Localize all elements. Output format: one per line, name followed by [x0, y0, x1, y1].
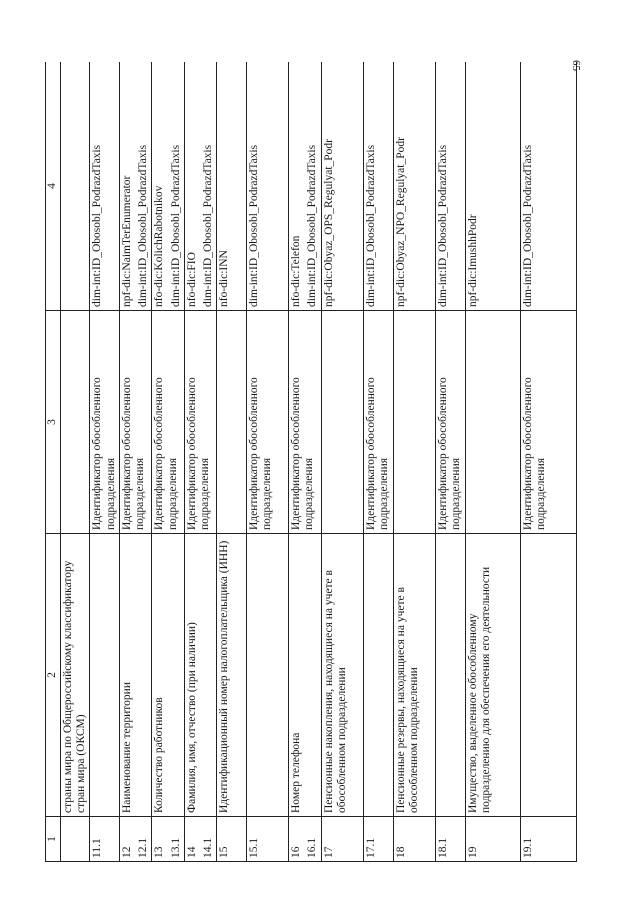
- row-name: [247, 534, 289, 817]
- row-dimension: [321, 311, 363, 534]
- row-code: dim-int:ID_Obosobl_PodrazdTaxis: [306, 144, 319, 307]
- row-code: npf-dic:NaimTerEnumerator: [120, 175, 133, 307]
- header-col1: 1: [46, 817, 61, 862]
- row-code: nfo-dic:INN: [217, 62, 247, 311]
- row-number: 13.1: [169, 837, 182, 858]
- table-row: [363, 62, 393, 862]
- row-dimension: Идентификатор обособленного подразделения: [363, 311, 393, 534]
- row-code: dim-int:ID_Obosobl_PodrazdTaxis: [201, 144, 214, 307]
- row-name: Фамилия, имя, отчество (при наличии): [184, 534, 216, 817]
- row-code: nfo-dic:KolichRabotnikov: [153, 185, 166, 307]
- table-container: [45, 62, 577, 862]
- table-row: [217, 62, 247, 862]
- continuation-text: страны мира по Общероссийскому классификатору стран мира (ОКСМ): [61, 534, 90, 817]
- row-dimension: Идентификатор обособленного подразделения: [247, 311, 289, 534]
- row-name: [435, 534, 465, 817]
- row-code: [61, 62, 90, 311]
- table-row: [435, 62, 465, 862]
- table-row: [289, 62, 321, 862]
- table-row: [321, 62, 363, 862]
- row-dimension: [393, 311, 435, 534]
- header-col2: 2: [46, 534, 61, 817]
- row-dimension: Идентификатор обособленного подразделения: [90, 311, 119, 534]
- row-number: 12: [120, 846, 133, 858]
- row-number: 13: [153, 846, 166, 858]
- row-code: dim-int:ID_Obosobl_PodrazdTaxis: [90, 62, 119, 311]
- row-name: Идентификационный номер налогоплательщика (ИНН): [217, 534, 247, 817]
- row-code: nfo-dic:FIO: [185, 252, 198, 307]
- table-row: [520, 62, 576, 862]
- row-number: 16: [290, 846, 303, 858]
- row-name: Номер телефона: [289, 534, 321, 817]
- row-code: npf-dic:ImushhPodr: [465, 62, 520, 311]
- header-col4: 4: [46, 62, 61, 311]
- table-row: [465, 62, 520, 862]
- table-row: [61, 62, 90, 862]
- rotated-table-frame: [45, 62, 577, 862]
- table-row: [119, 62, 151, 862]
- row-dimension: [61, 311, 90, 534]
- row-number: 18.1: [435, 817, 465, 862]
- row-code: dim-int:ID_Obosobl_PodrazdTaxis: [169, 144, 182, 307]
- row-number: 15.1: [247, 817, 289, 862]
- row-number: 17: [321, 817, 363, 862]
- row-name: Пенсионные накопления, находящиеся на учете в обособленном подразделении: [321, 534, 363, 817]
- row-name: Количество работников: [152, 534, 184, 817]
- table-row: [152, 62, 184, 862]
- row-number: 19: [465, 817, 520, 862]
- row-dimension: Идентификатор обособленного подразделения: [290, 377, 316, 530]
- row-number: 16.1: [306, 837, 319, 858]
- row-code: dim-int:ID_Obosobl_PodrazdTaxis: [247, 62, 289, 311]
- row-name: Наименование территории: [119, 534, 151, 817]
- table-row: [184, 62, 216, 862]
- row-dimension: Идентификатор обособленного подразделения: [185, 377, 211, 530]
- row-dimension: [217, 311, 247, 534]
- row-name: Имущество, выделенное обособленному подразделению для обеспечения его деятельности: [465, 534, 520, 817]
- row-code: nfo-dic:Telefon: [290, 235, 303, 307]
- header-row: [46, 62, 61, 862]
- row-number: 14.1: [201, 837, 214, 858]
- row-dimension: Идентификатор обособленного подразделения: [520, 311, 576, 534]
- row-dimension: [465, 311, 520, 534]
- table-row: [90, 62, 119, 862]
- row-name: Пенсионные резервы, находящиеся на учете в обособленном подразделении: [393, 534, 435, 817]
- row-code: dim-int:ID_Obosobl_PodrazdTaxis: [137, 144, 150, 307]
- table-row: [393, 62, 435, 862]
- row-dimension: Идентификатор обособленного подразделения: [435, 311, 465, 534]
- header-col3: 3: [46, 311, 61, 534]
- row-code: npf-dic:Obyaz_OPS_Regulyat_Podr: [321, 62, 363, 311]
- row-number: [61, 817, 90, 862]
- row-dimension: Идентификатор обособленного подразделения: [120, 377, 147, 530]
- row-code: dim-int:ID_Obosobl_PodrazdTaxis: [435, 62, 465, 311]
- row-code: dim-int:ID_Obosobl_PodrazdTaxis: [363, 62, 393, 311]
- row-number: 18: [393, 817, 435, 862]
- data-table: [45, 62, 577, 862]
- page-number: 65: [570, 60, 582, 71]
- row-number: 12.1: [137, 837, 150, 858]
- row-dimension: Идентификатор обособленного подразделения: [153, 377, 179, 530]
- row-code: dim-int:ID_Obosobl_PodrazdTaxis: [520, 62, 576, 311]
- row-code: npf-dic:Obyaz_NPO_Regulyat_Podr: [393, 62, 435, 311]
- row-number: 11.1: [90, 817, 119, 862]
- row-number: 14: [185, 846, 198, 858]
- row-name: [520, 534, 576, 817]
- row-number: 19.1: [520, 817, 576, 862]
- row-number: 15: [217, 817, 247, 862]
- table-row: [247, 62, 289, 862]
- row-number: 17.1: [363, 817, 393, 862]
- row-name: [90, 534, 119, 817]
- row-name: [363, 534, 393, 817]
